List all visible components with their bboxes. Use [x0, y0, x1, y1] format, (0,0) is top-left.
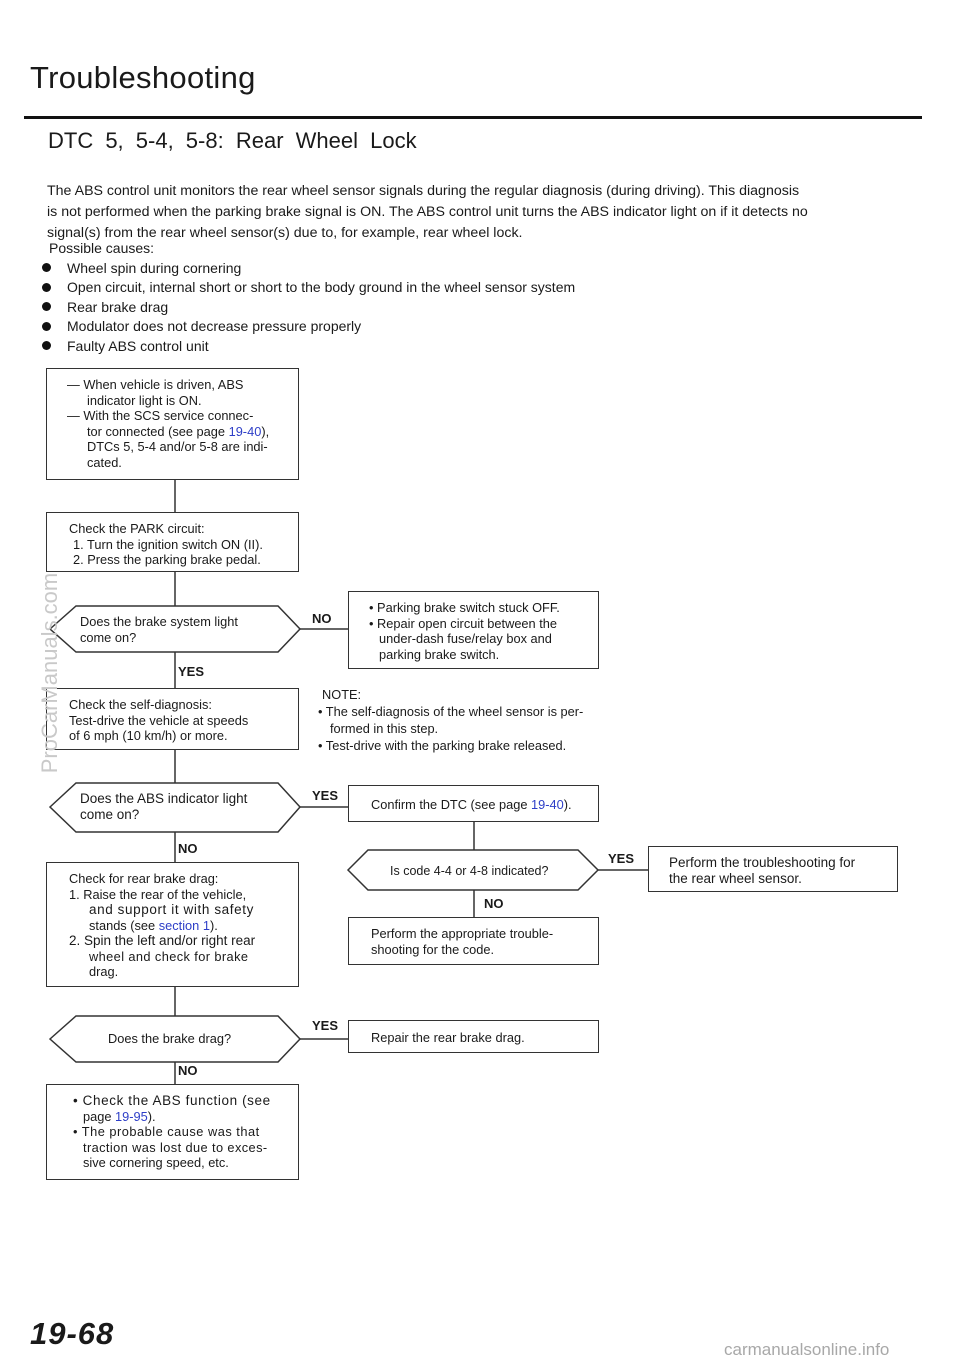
- intro-line-3: signal(s) from the rear wheel sensor(s) due to, for example, rear wheel lock.: [47, 225, 523, 241]
- list-item: Modulator does not decrease pressure properly: [42, 317, 575, 337]
- decision-code-text: Is code 4-4 or 4-8 indicated?: [390, 864, 549, 878]
- intro-line-2: is not performed when the parking brake signal is ON. The ABS control unit turns the ABS indicator light on if it detects no: [47, 204, 808, 220]
- start-condition-box: — When vehicle is driven, ABS indicator light is ON. — With the SCS service connec- tor connected (see page 19-40), DTCs 5, 5-4 and/or 5-8 are indi- cated.: [46, 368, 299, 480]
- page-number: 19-68: [30, 1316, 115, 1351]
- yes-label: YES: [608, 851, 635, 866]
- section-title: DTC 5, 5-4, 5-8: Rear Wheel Lock: [48, 128, 417, 153]
- decision-abs-light-text: Does the ABS indicator light come on?: [80, 791, 248, 822]
- yes-label: YES: [178, 664, 205, 679]
- park-fault-box: • Parking brake switch stuck OFF. • Repair open circuit between the under-dash fuse/relay box and parking brake switch.: [348, 591, 599, 669]
- repair-drag-box: Repair the rear brake drag.: [348, 1020, 599, 1053]
- wheel-sensor-box: Perform the troubleshooting for the rear wheel sensor.: [648, 846, 898, 892]
- note-text: NOTE: • The self-diagnosis of the wheel sensor is per- formed in this step. • Test-drive with the parking brake released.: [318, 687, 584, 753]
- decision-brake-light-text: Does the brake system light come on?: [80, 614, 238, 645]
- watermark: ProCarManuals.com: [37, 572, 62, 774]
- section-link[interactable]: section 1: [158, 917, 210, 933]
- intro-line-1: The ABS control unit monitors the rear wheel sensor signals during the regular diagnosis (during driving). This diagnosis: [47, 183, 800, 199]
- yes-label: YES: [312, 1018, 339, 1033]
- list-item: Open circuit, internal short or short to the body ground in the wheel sensor system: [42, 278, 575, 298]
- page-title: Troubleshooting: [30, 60, 256, 95]
- yes-label: YES: [312, 788, 339, 803]
- causes-label: Possible causes:: [49, 240, 155, 256]
- no-label: NO: [178, 1063, 198, 1078]
- footer-site: carmanualsonline.info: [724, 1340, 890, 1359]
- list-item: Wheel spin during cornering: [42, 258, 575, 278]
- brake-drag-check-box: Check for rear brake drag: 1. Raise the rear of the vehicle, and support it with safety stands (see section 1). 2. Spin the left and/or right rear wheel and check for brake drag.: [46, 862, 299, 987]
- final-check-box: • Check the ABS function (see page 19-95). • The probable cause was that traction was lost due to exces- sive cornering speed, etc.: [46, 1084, 299, 1180]
- page-link-19-40[interactable]: 19-40: [531, 797, 564, 812]
- list-item: Rear brake drag: [42, 297, 575, 317]
- no-label: NO: [178, 841, 198, 856]
- page-link-19-40[interactable]: 19-40: [228, 423, 262, 439]
- decision-drag-text: Does the brake drag?: [108, 1031, 232, 1046]
- appropriate-troubleshooting-box: Perform the appropriate trouble- shooting for the code.: [348, 917, 599, 965]
- list-item: Faulty ABS control unit: [42, 336, 575, 356]
- self-diagnosis-box: Check the self-diagnosis: Test-drive the vehicle at speeds of 6 mph (10 km/h) or more.: [46, 688, 299, 750]
- no-label: NO: [312, 611, 332, 626]
- park-circuit-box: Check the PARK circuit: 1. Turn the ignition switch ON (II). 2. Press the parking brake pedal.: [46, 512, 299, 572]
- confirm-dtc-box: Confirm the DTC (see page 19-40).: [348, 785, 599, 822]
- no-label: NO: [484, 896, 504, 911]
- page-link-19-95[interactable]: 19-95: [115, 1108, 148, 1124]
